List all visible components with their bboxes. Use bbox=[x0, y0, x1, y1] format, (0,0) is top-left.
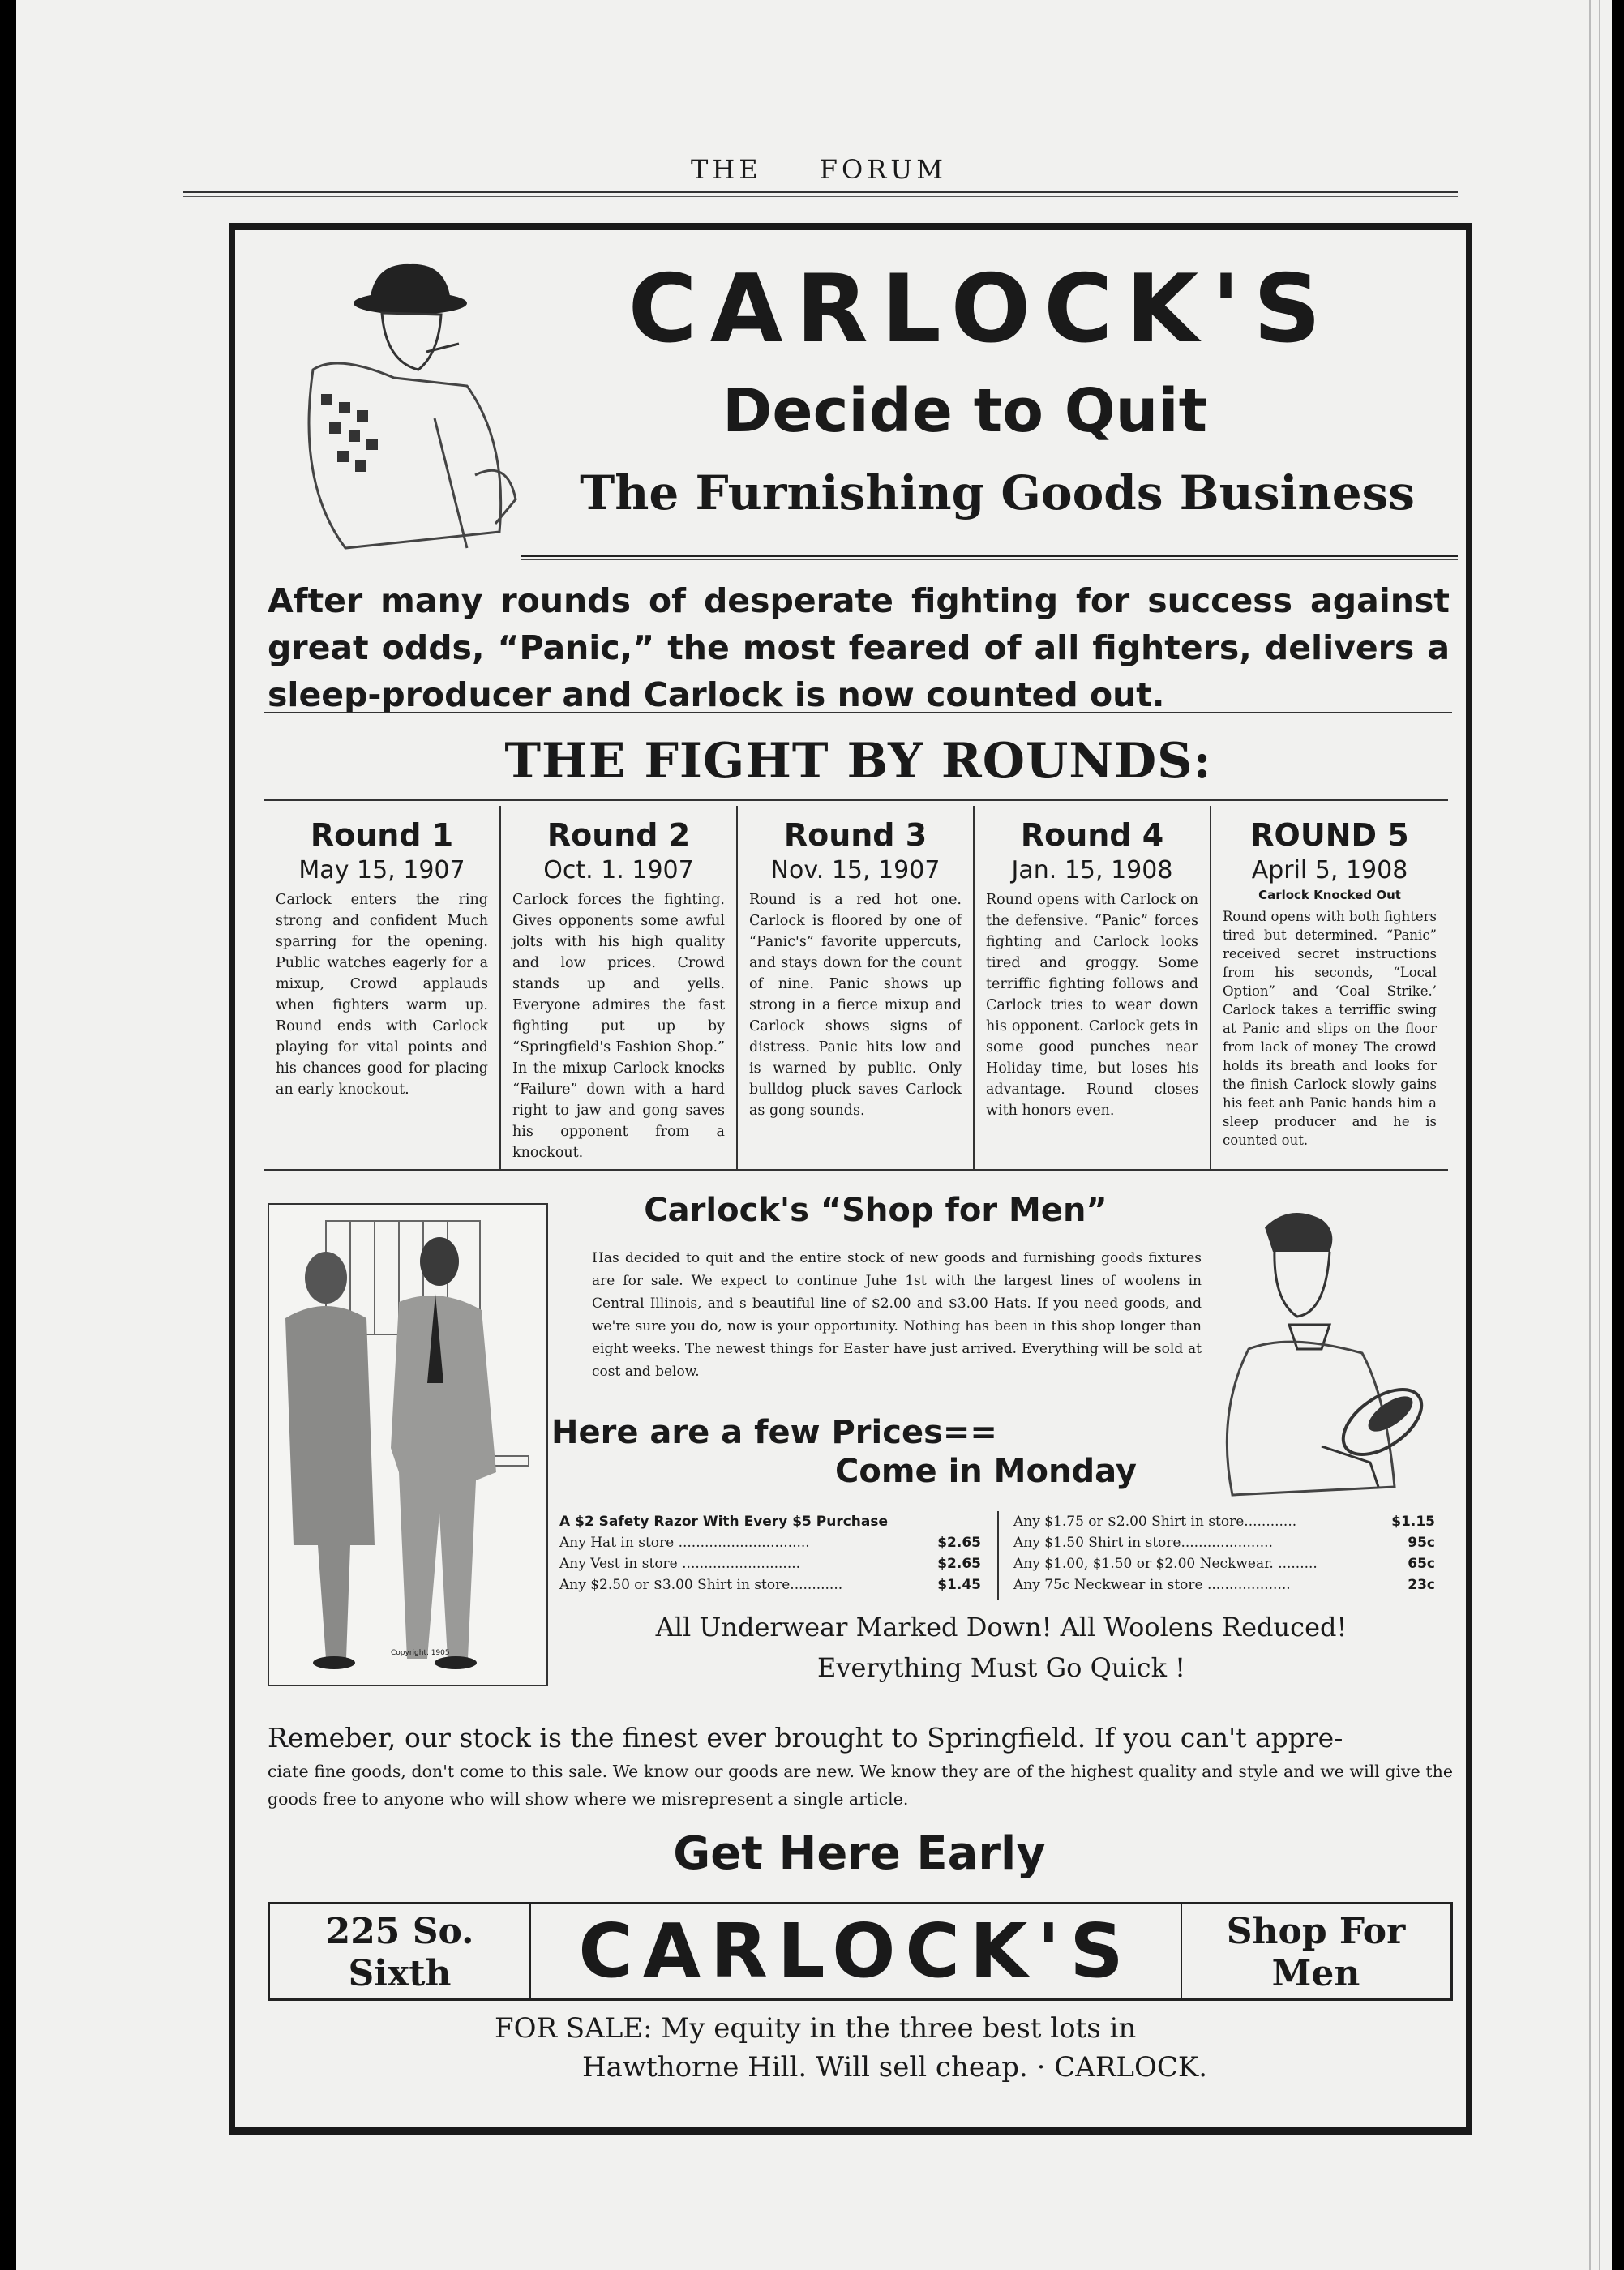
footer-shop-label bbox=[1182, 1911, 1450, 1995]
price-item: Any Hat in store .............................. bbox=[559, 1535, 810, 1551]
address-line: 225 So. bbox=[325, 1911, 474, 1952]
price-value: $1.15 bbox=[1391, 1514, 1435, 1530]
round-column bbox=[738, 806, 975, 1169]
round-title: Round 1 bbox=[310, 817, 454, 853]
price-row bbox=[559, 1511, 981, 1532]
shop-line: Shop For bbox=[1226, 1911, 1406, 1952]
page-header bbox=[178, 154, 1459, 185]
round-subtitle: Carlock Knocked Out bbox=[1258, 888, 1401, 902]
round-date: May 15, 1907 bbox=[298, 856, 465, 884]
headline: Decide to Quit bbox=[722, 376, 1208, 446]
price-row bbox=[559, 1553, 981, 1574]
headline-rule bbox=[521, 555, 1458, 560]
header-rule bbox=[183, 191, 1458, 197]
round-column bbox=[975, 806, 1211, 1169]
rounds-top-rule bbox=[264, 799, 1448, 801]
round-body: Round is a red hot one. Carlock is floored by one of “Panic's” favorite uppercuts, and stays down for the count of nine. Panic shows up strong in a fierce mixup and Carlock shows signs of distress. Panic hits low and is warned by public. Only bulldog pluck saves Carlock as gong sounds. bbox=[749, 892, 962, 1119]
round-body: Round opens with both fighters tired but determined. “Panic” received secret instructions from his seconds, “Local Option” and ‘Coal Strike.’ Carlock takes a terriffic swing at Panic and slips on the floor from lack of money The crowd holds its breath and looks for the finish Carlock slowly gains his feet anh Panic hands him a sleep producer and he is counted out. bbox=[1223, 909, 1437, 1148]
price-list-divider bbox=[997, 1511, 999, 1600]
price-row bbox=[1013, 1574, 1435, 1595]
address-line: Sixth bbox=[348, 1953, 452, 1994]
get-here-early: Get Here Early bbox=[673, 1827, 1046, 1880]
remember-paragraph: ciate fine goods, don't come to this sale. We know our goods are new. We know they are of the highest quality and style and we will give the goods free to anyone who will show where we misrepresent a single article. bbox=[268, 1762, 1453, 1809]
remember-lead: Remeber, our stock is the finest ever brought to Springfield. If you can't appre- bbox=[268, 1722, 1343, 1754]
intro-paragraph: After many rounds of desperate fighting for success against great odds, “Panic,” the most feared of all fighters, delivers a sleep-producer and Carlock is now counted out. bbox=[268, 581, 1450, 714]
price-item: Any Vest in store ........................... bbox=[559, 1556, 801, 1572]
page-edge bbox=[1599, 0, 1600, 2270]
round-column bbox=[501, 806, 738, 1169]
header-the: THE bbox=[690, 154, 762, 185]
price-row bbox=[559, 1574, 981, 1595]
round-date: Jan. 15, 1908 bbox=[1011, 856, 1173, 884]
page-edge bbox=[1589, 0, 1591, 2270]
round-date: Nov. 15, 1907 bbox=[770, 856, 941, 884]
price-value: 23c bbox=[1408, 1577, 1435, 1593]
round-body: Round opens with Carlock on the defensive. “Panic” forces fighting and Carlock looks tired and groggy. Some terriffic fighting follows and Carlock tries to wear down his opponent. Carlock gets in some good punches near Holiday time, but loses his advantage. Round closes with honors even. bbox=[986, 892, 1198, 1119]
price-value: 65c bbox=[1408, 1556, 1435, 1572]
price-item: A $2 Safety Razor With Every $5 Purchase bbox=[559, 1514, 889, 1530]
price-value: $1.45 bbox=[937, 1577, 981, 1593]
round-column bbox=[264, 806, 501, 1169]
price-row bbox=[1013, 1553, 1435, 1574]
round-date: April 5, 1908 bbox=[1251, 856, 1408, 884]
price-list-right bbox=[1013, 1511, 1435, 1595]
brand-title: CARLOCK'S bbox=[628, 255, 1335, 364]
two-men-suits-illustration bbox=[268, 1203, 548, 1686]
price-value: $2.65 bbox=[937, 1535, 981, 1551]
shop-for-men-title: Carlock's “Shop for Men” bbox=[644, 1192, 1108, 1229]
price-item: Any $1.50 Shirt in store..................... bbox=[1013, 1535, 1273, 1551]
advertisement-box bbox=[229, 223, 1472, 2135]
section-rule bbox=[264, 712, 1452, 713]
copyright-mark: Copyright, 1905 bbox=[391, 1649, 450, 1657]
round-title: Round 4 bbox=[1020, 817, 1164, 853]
shop-line: Men bbox=[1271, 1953, 1360, 1994]
fight-by-rounds-title: THE FIGHT BY ROUNDS: bbox=[504, 733, 1212, 790]
price-value: $2.65 bbox=[937, 1556, 981, 1572]
rounds-grid bbox=[264, 806, 1448, 1171]
for-sale-line: FOR SALE: My equity in the three best lots in bbox=[495, 2012, 1137, 2045]
for-sale-line: Hawthorne Hill. Will sell cheap. · CARLOCK. bbox=[582, 2051, 1208, 2084]
price-value: 95c bbox=[1408, 1535, 1435, 1551]
footer-brand: CARLOCK'S bbox=[529, 1904, 1182, 1998]
price-item: Any $1.75 or $2.00 Shirt in store............ bbox=[1013, 1514, 1297, 1530]
price-item: Any 75c Neckwear in store ................... bbox=[1013, 1577, 1291, 1593]
prices-heading-2: Come in Monday bbox=[835, 1453, 1137, 1490]
subheadline: The Furnishing Goods Business bbox=[580, 465, 1415, 520]
price-list-left bbox=[559, 1511, 981, 1595]
price-row bbox=[1013, 1511, 1435, 1532]
price-item: Any $1.00, $1.50 or $2.00 Neckwear. ......... bbox=[1013, 1556, 1318, 1572]
newspaper-page bbox=[16, 0, 1612, 2270]
underwear-line: All Underwear Marked Down! All Woolens Reduced! bbox=[655, 1612, 1348, 1643]
man-in-bowler-hat-illustration bbox=[264, 256, 524, 564]
price-row bbox=[1013, 1532, 1435, 1553]
header-forum: FORUM bbox=[819, 154, 948, 185]
footer-address bbox=[270, 1911, 529, 1995]
round-column bbox=[1211, 806, 1448, 1169]
footer-box bbox=[268, 1902, 1453, 2001]
round-title: Round 3 bbox=[783, 817, 928, 853]
everything-must-go-line: Everything Must Go Quick ! bbox=[817, 1652, 1185, 1683]
shop-paragraph: Has decided to quit and the entire stock of new goods and furnishing goods fixtures are for sale. We expect to continue Juhe 1st with the largest lines of woolens in Central Illinois, and s beautiful line of $2.00 and $3.00 Hats. If you need goods, and we're sure you do, now is your opportunity. Nothing has been in this shop longer than eight weeks. The newest things for Easter have just arrived. Everything will be sold at cost and below. bbox=[592, 1250, 1202, 1380]
round-body: Carlock enters the ring strong and confident Much sparring for the opening. Public watches eagerly for a mixup, Crowd applauds when fighters warm up. Round ends with Carlock playing for vital points and his chances good for placing an early knockout. bbox=[276, 892, 488, 1098]
round-body: Carlock forces the fighting. Gives opponents some awful jolts with his high quality and low prices. Crowd stands up and yells. Everyone admires the fast fighting put up by “Springfield's Fashion Shop.” In the mixup Carlock knocks “Failure” down with a hard right to jaw and gong saves his opponent from a knockout. bbox=[512, 892, 725, 1161]
round-title: Round 2 bbox=[546, 817, 691, 853]
prices-heading-1: Here are a few Prices== bbox=[551, 1414, 997, 1451]
price-row bbox=[559, 1532, 981, 1553]
for-sale-notice bbox=[495, 2009, 1305, 2087]
round-date: Oct. 1. 1907 bbox=[543, 856, 694, 884]
round-title: ROUND 5 bbox=[1250, 817, 1409, 853]
rounds-bottom-rule bbox=[264, 1169, 1448, 1171]
price-item: Any $2.50 or $3.00 Shirt in store............ bbox=[559, 1577, 843, 1593]
